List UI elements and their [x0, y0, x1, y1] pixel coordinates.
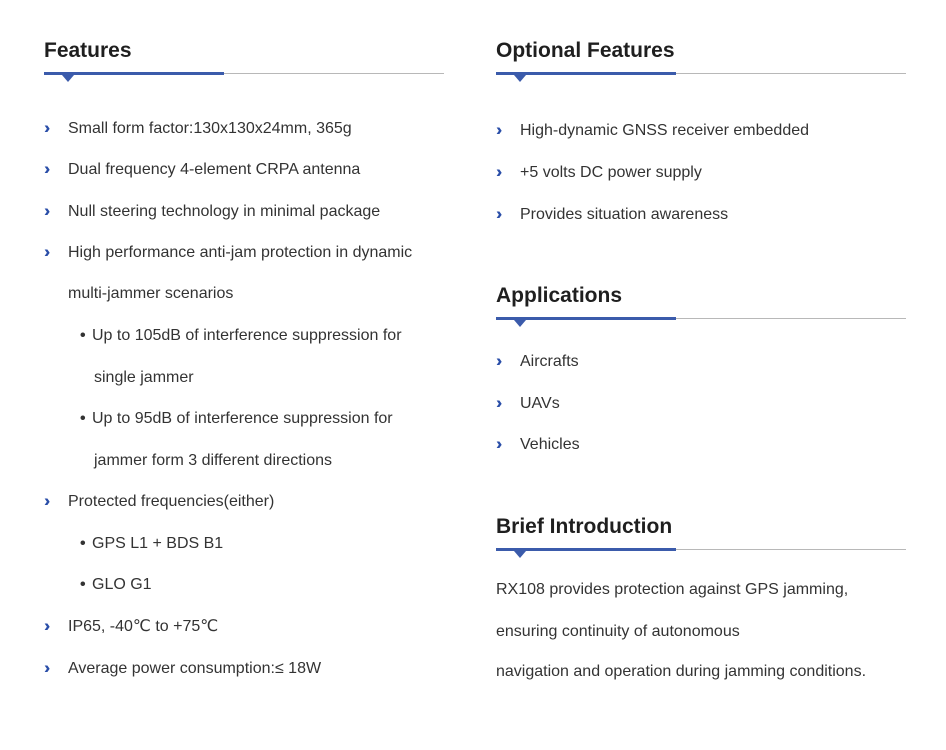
list-item: ›› +5 volts DC power supply [496, 162, 702, 181]
bullet-dot-icon: • [80, 327, 86, 344]
double-chevron-right-icon: ›› [496, 162, 498, 181]
list-item: ›› Provides situation awareness [496, 204, 729, 223]
sub-list-item-continuation: jammer form 3 different directions [94, 452, 333, 469]
heading-rule [44, 70, 444, 82]
list-item: ›› Aircrafts [496, 351, 579, 370]
double-chevron-right-icon: ›› [44, 491, 46, 510]
bullet-dot-icon: • [80, 576, 86, 593]
double-chevron-right-icon: ›› [496, 204, 498, 223]
heading-rule [496, 546, 916, 558]
sub-list-item: • GLO G1 [80, 576, 152, 593]
double-chevron-right-icon: ›› [44, 658, 46, 677]
sub-list-item: • Up to 95dB of interference suppression for [80, 410, 393, 427]
sub-list-item: • Up to 105dB of interference suppression for [80, 327, 402, 344]
double-chevron-right-icon: ›› [496, 393, 498, 412]
brief-introduction-heading: Brief Introduction [496, 515, 673, 538]
triangle-marker-icon [514, 551, 526, 558]
double-chevron-right-icon: ›› [496, 351, 498, 370]
features-heading: Features [44, 39, 132, 62]
double-chevron-right-icon: ›› [44, 201, 46, 220]
sub-list-item-continuation: single jammer [94, 369, 194, 386]
list-item: ›› Average power consumption:≤ 18W [44, 658, 322, 677]
triangle-marker-icon [514, 75, 526, 82]
sub-list-item: • GPS L1 + BDS B1 [80, 535, 224, 552]
heading-rule [496, 70, 906, 82]
triangle-marker-icon [62, 75, 74, 82]
double-chevron-right-icon: ›› [44, 616, 46, 635]
list-item-continuation: multi-jammer scenarios [68, 285, 234, 302]
list-item: ›› Small form factor:130x130x24mm, 365g [44, 118, 352, 137]
applications-heading: Applications [496, 284, 623, 307]
list-item: ›› Null steering technology in minimal package [44, 201, 381, 220]
optional-features-heading: Optional Features [496, 39, 675, 62]
list-item: ›› Dual frequency 4-element CRPA antenna [44, 159, 361, 178]
intro-line: RX108 provides protection against GPS jamming, [496, 581, 849, 598]
intro-line: navigation and operation during jamming conditions. [496, 663, 867, 680]
list-item: ›› IP65, -40℃ to +75℃ [44, 616, 219, 635]
intro-line: ensuring continuity of autonomous [496, 623, 740, 640]
list-item: ›› Protected frequencies(either) [44, 491, 275, 510]
applications-section [496, 283, 906, 463]
list-item: ›› High performance anti-jam protection in dynamic [44, 242, 413, 261]
features-section [44, 38, 444, 698]
double-chevron-right-icon: ›› [496, 120, 498, 139]
double-chevron-right-icon: ›› [44, 242, 46, 261]
brief-introduction-section [496, 514, 916, 694]
list-item: ›› High-dynamic GNSS receiver embedded [496, 120, 810, 139]
heading-rule [496, 315, 906, 327]
bullet-dot-icon: • [80, 410, 86, 427]
double-chevron-right-icon: ›› [496, 434, 498, 453]
double-chevron-right-icon: ›› [44, 159, 46, 178]
list-item: ›› Vehicles [496, 434, 580, 453]
bullet-dot-icon: • [80, 535, 86, 552]
optional-features-section [496, 38, 906, 238]
triangle-marker-icon [514, 320, 526, 327]
list-item: ›› UAVs [496, 393, 560, 412]
double-chevron-right-icon: ›› [44, 118, 46, 137]
